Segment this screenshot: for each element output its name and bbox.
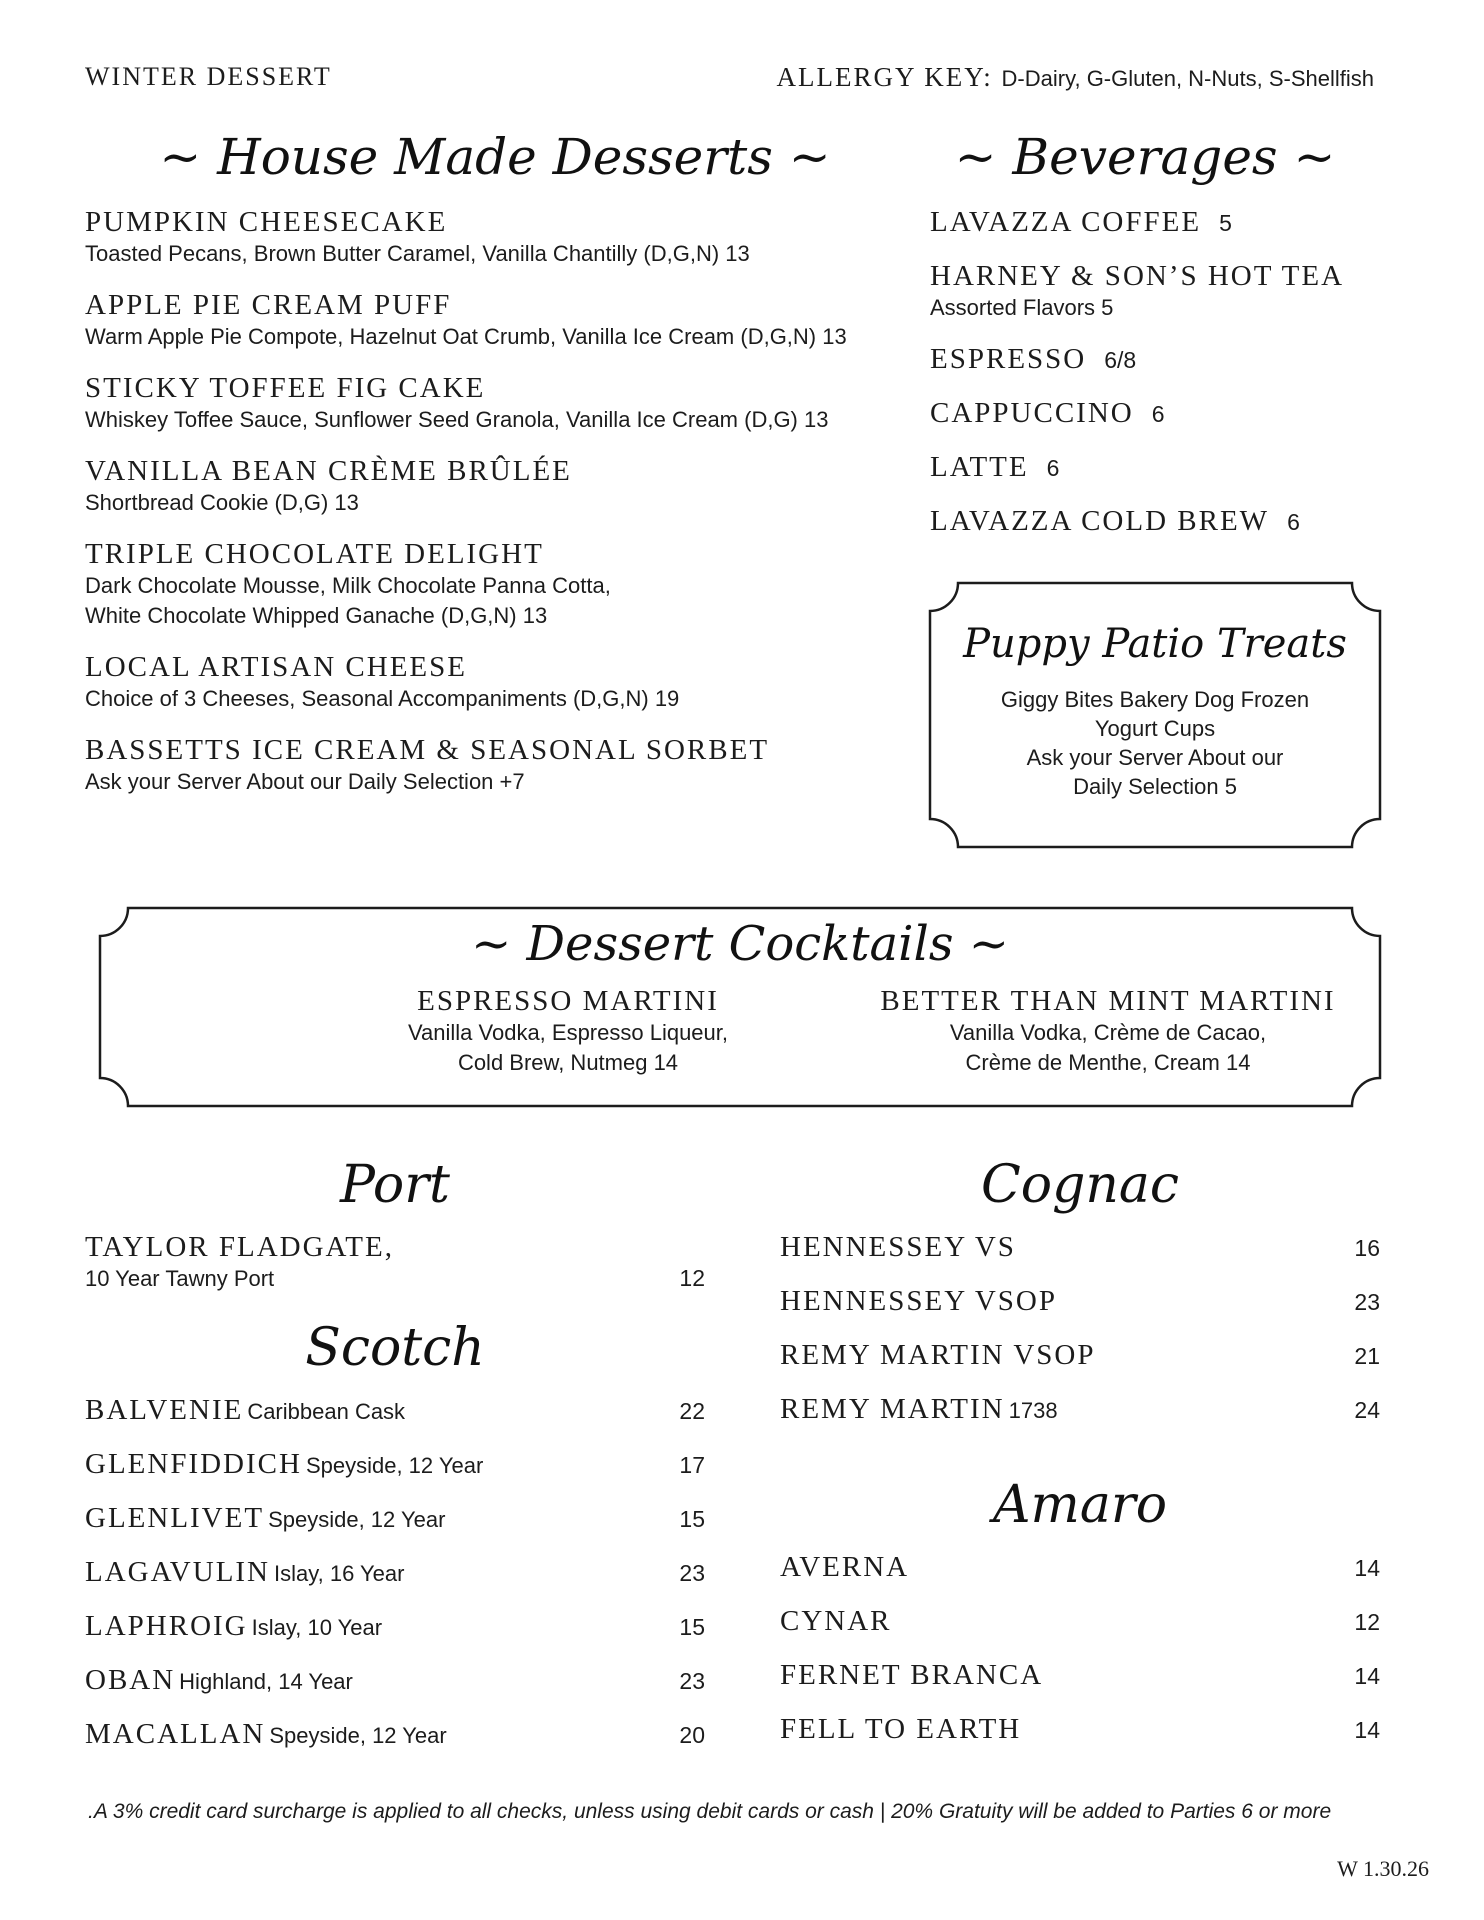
- dessert-item: [85, 205, 915, 269]
- dessert-name: APPLE PIE CREAM PUFF: [85, 289, 452, 321]
- beverage-price: 6: [1151, 401, 1165, 427]
- dessert-desc: Dark Chocolate Mousse, Milk Chocolate Panna Cotta,: [85, 573, 611, 598]
- beverages-title: ~ Beverages ~: [954, 128, 1336, 186]
- cocktail-desc-2: Crème de Menthe, Cream 14: [965, 1050, 1251, 1075]
- cocktails-title: ~ Dessert Cocktails ~: [471, 916, 1009, 972]
- scotch-price: 23: [679, 1668, 705, 1694]
- scotch-sub: Highland, 14 Year: [179, 1669, 353, 1694]
- cognac-price: 16: [1354, 1235, 1380, 1261]
- cognac-price: 24: [1354, 1397, 1380, 1423]
- cocktail-item: [298, 984, 838, 1078]
- beverage-name: CAPPUCCINO: [930, 397, 1134, 429]
- beverage-name: LATTE: [930, 451, 1029, 483]
- dessert-item: [85, 371, 915, 435]
- desserts-list: [85, 205, 915, 817]
- cognac-item: [780, 1230, 1380, 1284]
- amaro-price: 14: [1354, 1555, 1380, 1581]
- amaro-item: [780, 1604, 1380, 1658]
- beverage-item: [930, 342, 1380, 396]
- cognac-title: Cognac: [981, 1155, 1179, 1215]
- cocktail-desc-2: Cold Brew, Nutmeg 14: [457, 1050, 679, 1075]
- dessert-item: [85, 288, 915, 352]
- scotch-sub: Speyside, 12 Year: [268, 1507, 446, 1532]
- puppy-title: Puppy Patio Treats: [963, 621, 1347, 667]
- dessert-desc: Choice of 3 Cheeses, Seasonal Accompaniments (D,G,N) 19: [85, 686, 680, 711]
- amaro-price: 14: [1354, 1717, 1380, 1743]
- port-item: [85, 1230, 705, 1294]
- dessert-desc: Ask your Server About our Daily Selection +7: [85, 769, 525, 794]
- amaro-name: AVERNA: [780, 1551, 910, 1583]
- dessert-item: [85, 650, 915, 714]
- scotch-sub: Islay, 16 Year: [274, 1561, 405, 1586]
- beverage-name: ESPRESSO: [930, 343, 1087, 375]
- scotch-price: 17: [679, 1452, 705, 1478]
- cocktail-name: ESPRESSO MARTINI: [417, 985, 719, 1017]
- port-price: 12: [679, 1265, 705, 1291]
- beverage-name: HARNEY & SON’S HOT TEA: [930, 260, 1345, 292]
- cocktail-name: BETTER THAN MINT MARTINI: [880, 985, 1336, 1017]
- scotch-sub: Speyside, 12 Year: [269, 1723, 447, 1748]
- allergy-key: [777, 62, 1374, 93]
- scotch-sub: Caribbean Cask: [247, 1399, 406, 1424]
- puppy-line: Giggy Bites Bakery Dog Frozen: [1000, 687, 1310, 712]
- cognac-price: 23: [1354, 1289, 1380, 1315]
- amaro-item: [780, 1712, 1380, 1766]
- scotch-sub: Islay, 10 Year: [251, 1615, 383, 1640]
- amaro-item: [780, 1550, 1380, 1604]
- scotch-name: LAPHROIG: [85, 1610, 248, 1642]
- beverage-price: 6: [1046, 455, 1060, 481]
- beverages-list: [930, 205, 1380, 558]
- beverage-name: LAVAZZA COFFEE: [930, 206, 1202, 238]
- port-desc: 10 Year Tawny Port: [85, 1266, 275, 1291]
- scotch-name: GLENFIDDICH: [85, 1448, 302, 1480]
- beverage-price: 6: [1287, 509, 1300, 535]
- scotch-sub: Speyside, 12 Year: [305, 1453, 484, 1478]
- beverage-price: 5: [1219, 210, 1232, 236]
- cocktail-desc: Vanilla Vodka, Espresso Liqueur,: [407, 1020, 729, 1045]
- allergy-key-text: D-Dairy, G-Gluten, N-Nuts, S-Shellfish: [1001, 66, 1374, 91]
- beverage-desc: Assorted Flavors 5: [930, 295, 1114, 320]
- cognac-name: HENNESSEY VS: [780, 1231, 1016, 1263]
- dessert-desc: Warm Apple Pie Compote, Hazelnut Oat Crumb, Vanilla Ice Cream (D,G,N) 13: [85, 324, 847, 349]
- dessert-name: LOCAL ARTISAN CHEESE: [85, 651, 467, 683]
- port-name: TAYLOR FLADGATE,: [85, 1231, 394, 1263]
- dessert-desc: Shortbread Cookie (D,G) 13: [85, 490, 359, 515]
- amaro-name: CYNAR: [780, 1605, 892, 1637]
- beverage-item: [930, 450, 1380, 504]
- amaro-title: Amaro: [992, 1475, 1168, 1535]
- puppy-desc: [928, 685, 1382, 801]
- puppy-line: Ask your Server About our: [1026, 745, 1284, 770]
- cognac-item: [780, 1338, 1380, 1392]
- dessert-item: [85, 537, 915, 631]
- scotch-name: LAGAVULIN: [85, 1556, 271, 1588]
- allergy-key-label: ALLERGY KEY:: [776, 62, 993, 92]
- scotch-price: 15: [679, 1614, 705, 1640]
- scotch-list: [85, 1393, 705, 1771]
- port-title: Port: [340, 1155, 450, 1215]
- scotch-title: Scotch: [305, 1318, 485, 1378]
- amaro-item: [780, 1658, 1380, 1712]
- surcharge-note: .A 3% credit card surcharge is applied to all checks, unless using debit cards or cash | 20% Gratuity will be added to Parties 6 or more: [88, 1800, 1332, 1823]
- dessert-item: [85, 454, 915, 518]
- dessert-name: BASSETTS ICE CREAM & SEASONAL SORBET: [85, 734, 770, 766]
- scotch-item: [85, 1393, 705, 1447]
- beverage-item: [930, 205, 1380, 259]
- amaro-price: 14: [1354, 1663, 1380, 1689]
- desserts-title: ~ House Made Desserts ~: [159, 128, 831, 186]
- scotch-price: 15: [679, 1506, 705, 1532]
- cognac-sub: 1738: [1008, 1398, 1058, 1423]
- scotch-name: GLENLIVET: [85, 1502, 265, 1534]
- beverage-item: [930, 259, 1380, 342]
- cognac-list: [780, 1230, 1380, 1446]
- scotch-price: 22: [679, 1398, 705, 1424]
- cognac-name: REMY MARTIN VSOP: [780, 1339, 1096, 1371]
- scotch-item: [85, 1609, 705, 1663]
- puppy-line: Yogurt Cups: [1094, 716, 1216, 741]
- scotch-name: BALVENIE: [85, 1394, 244, 1426]
- scotch-price: 23: [679, 1560, 705, 1586]
- dessert-name: STICKY TOFFEE FIG CAKE: [85, 372, 486, 404]
- scotch-name: OBAN: [85, 1664, 176, 1696]
- dessert-desc: Toasted Pecans, Brown Butter Caramel, Vanilla Chantilly (D,G,N) 13: [85, 241, 750, 266]
- menu-version: W 1.30.26: [1337, 1856, 1429, 1881]
- scotch-item: [85, 1501, 705, 1555]
- scotch-item: [85, 1555, 705, 1609]
- beverage-item: [930, 504, 1380, 558]
- dessert-item: [85, 733, 915, 797]
- beverage-price: 6/8: [1104, 347, 1137, 373]
- cocktails-box: [98, 906, 1382, 1108]
- scotch-item: [85, 1717, 705, 1771]
- beverage-item: [930, 396, 1380, 450]
- amaro-name: FELL TO EARTH: [780, 1713, 1022, 1745]
- cognac-name: REMY MARTIN: [780, 1393, 1005, 1425]
- scotch-item: [85, 1447, 705, 1501]
- beverage-name: LAVAZZA COLD BREW: [930, 505, 1270, 537]
- scotch-price: 20: [679, 1722, 705, 1748]
- dessert-name: PUMPKIN CHEESECAKE: [85, 206, 448, 238]
- cocktail-desc: Vanilla Vodka, Crème de Cacao,: [949, 1020, 1267, 1045]
- amaro-price: 12: [1354, 1609, 1380, 1635]
- amaro-list: [780, 1550, 1380, 1766]
- amaro-name: FERNET BRANCA: [780, 1659, 1044, 1691]
- cognac-name: HENNESSEY VSOP: [780, 1285, 1057, 1317]
- cognac-item: [780, 1284, 1380, 1338]
- dessert-desc: Whiskey Toffee Sauce, Sunflower Seed Granola, Vanilla Ice Cream (D,G) 13: [85, 407, 829, 432]
- puppy-line: Daily Selection 5: [1073, 774, 1237, 799]
- dessert-name: VANILLA BEAN CRÈME BRÛLÉE: [85, 455, 572, 487]
- dessert-name: TRIPLE CHOCOLATE DELIGHT: [85, 538, 544, 570]
- cognac-price: 21: [1354, 1343, 1380, 1369]
- scotch-item: [85, 1663, 705, 1717]
- puppy-patio-box: [928, 581, 1382, 849]
- scotch-name: MACALLAN: [85, 1718, 266, 1750]
- dessert-desc-2: White Chocolate Whipped Ganache (D,G,N) 13: [85, 603, 548, 628]
- cocktail-item: [818, 984, 1398, 1078]
- menu-label: WINTER DESSERT: [85, 62, 332, 91]
- cognac-item: [780, 1392, 1380, 1446]
